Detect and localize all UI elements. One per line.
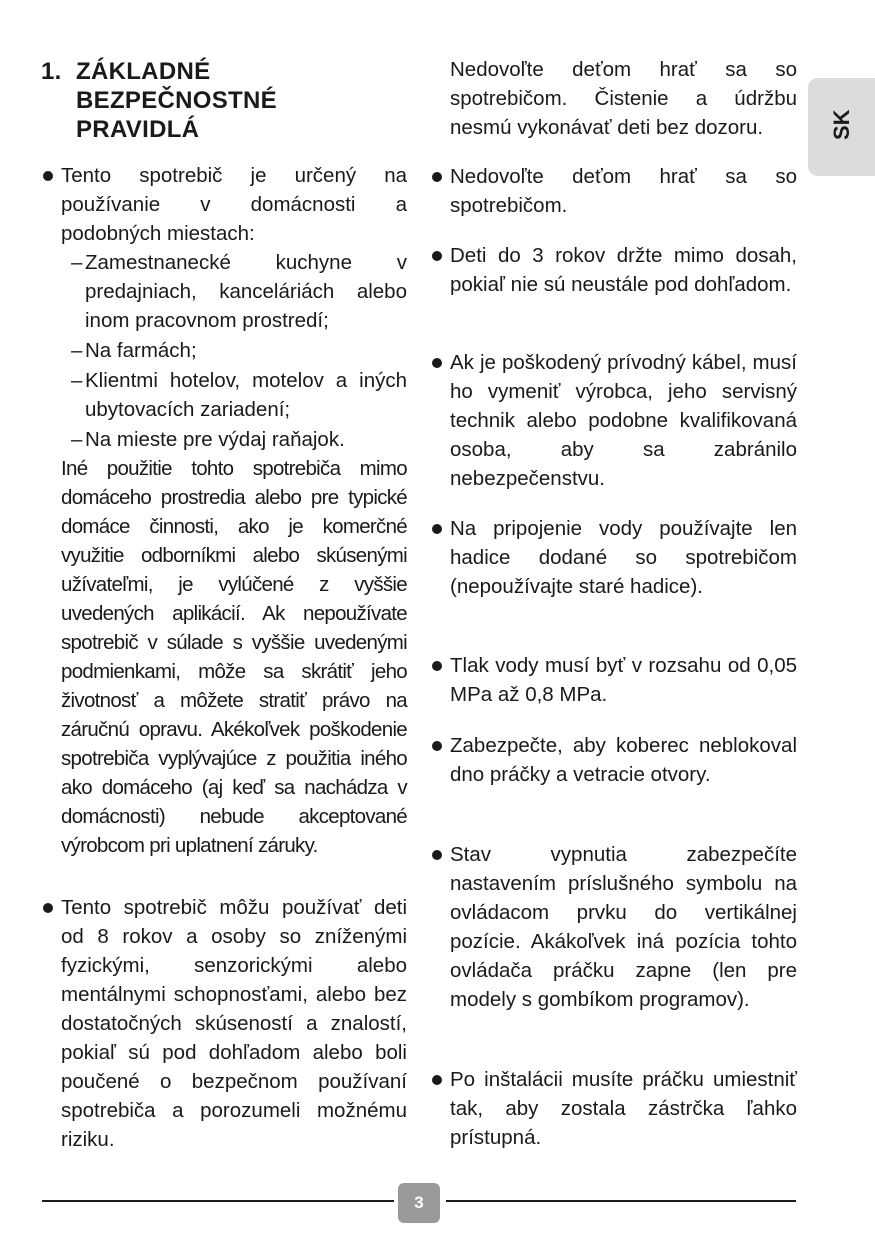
bullet-item [430,514,797,601]
bullet-item [430,731,797,789]
dash-icon: – [71,369,83,392]
page-number: 3 [398,1183,440,1223]
bullet-text: Tento spotrebič môžu používať deti od 8 rokov a osoby so zníženými fyzickými, senzorickými alebo mentálnymi schopnosťami, alebo bez dostatočných skúseností a znalostí, pokiaľ sú pod dohľadom alebo boli poučené o bezpečnom používaní spotrebiča a porozumeli možnému riziku. [61,896,407,1151]
sub-item-text: Zamestnanecké kuchyne v predajniach, kanceláriách alebo inom pracovnom prostredí; [85,251,407,332]
footer-divider-left [42,1200,394,1202]
bullet-item [430,162,797,220]
dash-icon: – [71,251,83,274]
dash-icon: – [71,428,83,451]
bullet-icon [432,524,442,534]
bullet-text: Nedovoľte deťom hrať sa so spotrebičom. [450,165,797,217]
bullet-item [430,348,797,493]
bullet-item [430,241,797,299]
sub-item [41,425,407,454]
language-tab-label: SK [829,109,854,140]
section-number: 1. [41,58,62,85]
sub-item [41,336,407,365]
bullet-text: Ak je poškodený prívodný kábel, musí ho vymeniť výrobca, jeho servisný technik alebo podobne kvalifikovaná osoba, aby sa zabránilo nebezpečenstvu. [450,351,797,490]
bullet-text: Tento spotrebič je určený na používanie v domácnosti a podobných miestach: [61,164,407,245]
bullet-icon [432,1075,442,1085]
dash-icon: – [71,339,83,362]
bullet-icon [432,850,442,860]
bullet-text: Deti do 3 rokov držte mimo dosah, pokiaľ nie sú neustále pod dohľadom. [450,244,797,296]
bullet-item [430,651,797,709]
section-title: ZÁKLADNÉ BEZPEČNOSTNÉ PRAVIDLÁ [76,58,277,143]
sub-item-text: Klientmi hotelov, motelov a iných ubytovacích zariadení; [85,369,407,421]
bullet-icon [432,358,442,368]
bullet-text: Stav vypnutia zabezpečíte nastavením príslušného symbolu na ovládacom prvku do vertikálnej pozície. Akákoľvek iná pozícia tohto ovládača práčku zapne (len pre modely s gombíkom programov). [450,843,797,1011]
usage-note: Iné použitie tohto spotrebiča mimo domáceho prostredia alebo pre typické domáce činnosti, ako je komerčné využitie odborníkmi alebo skúsenými užívateľmi, je vylúčené z vyššie uvedených aplikácií. Ak nepoužívate spotrebič v súlade s vyššie uvedenými podmienkami, môže sa skrátiť jeho životnosť a môžete stratiť právo na záručnú opravu. Akékoľvek poškodenie spotrebiča vyplývajúce z použitia iného ako domáceho (aj keď sa nachádza v domácnosti) nebude akceptované výrobcom pri uplatnení záruky. [61,457,407,857]
language-tab [808,78,875,176]
bullet-icon [432,251,442,261]
bullet-icon [43,171,53,181]
sub-item [41,248,407,335]
bullet-text: Po inštalácii musíte práčku umiestniť tak, aby zostala zástrčka ľahko prístupná. [450,1068,797,1149]
bullet-icon [432,741,442,751]
bullet-text: Zabezpečte, aby koberec neblokoval dno práčky a vetracie otvory. [450,734,797,786]
continued-text: Nedovoľte deťom hrať sa so spotrebičom. Čistenie a údržbu nesmú vykonávať deti bez dozoru. [450,58,797,139]
sub-item-text: Na farmách; [85,339,197,362]
bullet-item [41,893,407,1154]
bullet-item [41,161,407,248]
bullet-icon [432,661,442,671]
bullet-icon [432,172,442,182]
bullet-item [430,840,797,1014]
bullet-icon [43,903,53,913]
footer-divider-right [446,1200,796,1202]
bullet-text: Tlak vody musí byť v rozsahu od 0,05 MPa až 0,8 MPa. [450,654,797,706]
section-heading [41,57,407,144]
sub-item [41,366,407,424]
bullet-text: Na pripojenie vody používajte len hadice dodané so spotrebičom (nepoužívajte staré hadice). [450,517,797,598]
sub-item-text: Na mieste pre výdaj raňajok. [85,428,345,451]
bullet-item [430,1065,797,1152]
